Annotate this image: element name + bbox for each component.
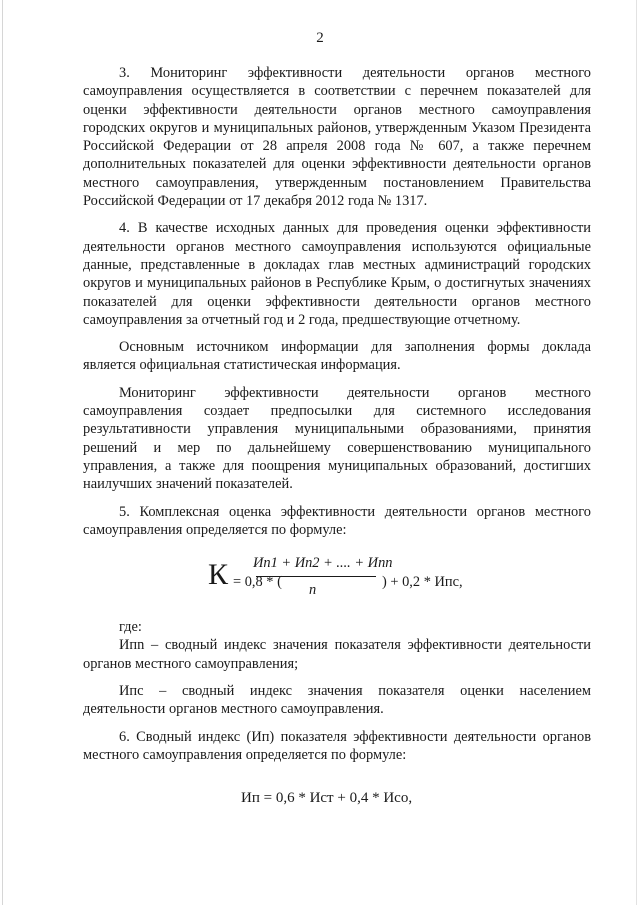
formula-coefficient: = 0,8 * ( xyxy=(233,574,282,591)
scan-edge-right xyxy=(636,0,637,905)
formula-complex-score xyxy=(83,548,591,612)
formula-summary-index: Ип = 0,6 * Ист + 0,4 * Исо, xyxy=(241,790,413,807)
paragraph-3: 3. Мониторинг эффективности деятельности органов местного самоуправления осуществляется в соответствии с перечнем показателей для оценки эффективности деятельности органов местного самоуправления городских округов и муниципальных районов, утвержденным Указом Президента Российской Федерации от 28 апреля 2008 года № 607, а также перечнем дополнительных показателей для оценки эффективности деятельности органов местного самоуправления, утвержденным постановлением Правительства Российской Федерации от 17 декабря 2012 года № 1317. xyxy=(83,65,591,210)
paragraph-source: Основным источником информации для заполнения формы доклада является официальная статистическая информация. xyxy=(83,339,591,374)
definition-ips: Ипс – сводный индекс значения показателя оценки населением деятельности органов местного самоуправления. xyxy=(83,683,591,718)
paragraph-6: 6. Сводный индекс (Ип) показателя эффективности деятельности органов местного самоуправления определяется по формуле: xyxy=(83,728,591,763)
document-body xyxy=(83,64,591,818)
formula-numerator: Ип1 + Ип2 + .... + Ипn xyxy=(253,555,393,572)
formula-tail: ) + 0,2 * Ипс, xyxy=(382,574,463,591)
definition-ipn: Ипn – сводный индекс значения показателя эффективности деятельности органов местного самоуправления; xyxy=(83,637,591,672)
where-label: где: xyxy=(119,619,142,636)
paragraph-4: 4. В качестве исходных данных для проведения оценки эффективности деятельности органов местного самоуправления используются официальные данные, представленные в докладах глав местных администраций городских округов и муниципальных районов в Республике Крым, о достигнутых значениях показателей для оценки эффективности деятельности органов местного самоуправления за отчетный год и 2 года, предшествующие отчетному. xyxy=(83,220,591,328)
paragraph-5: 5. Комплексная оценка эффективности деятельности органов местного самоуправления определяется по формуле: xyxy=(83,503,591,538)
formula-lhs: К xyxy=(208,558,229,592)
scan-edge-left xyxy=(2,0,3,905)
page-number: 2 xyxy=(316,30,324,46)
fraction-bar xyxy=(256,576,376,577)
formula-denominator: n xyxy=(309,582,317,599)
paragraph-monitoring: Мониторинг эффективности деятельности органов местного самоуправления создает предпосылки для системного исследования результативности управления муниципальными образованиями, принятия решений и мер по дальнейшему совершенствованию муниципального управления, а также для поощрения муниципальных образований, достигших наилучших значений показателей. xyxy=(83,384,591,493)
